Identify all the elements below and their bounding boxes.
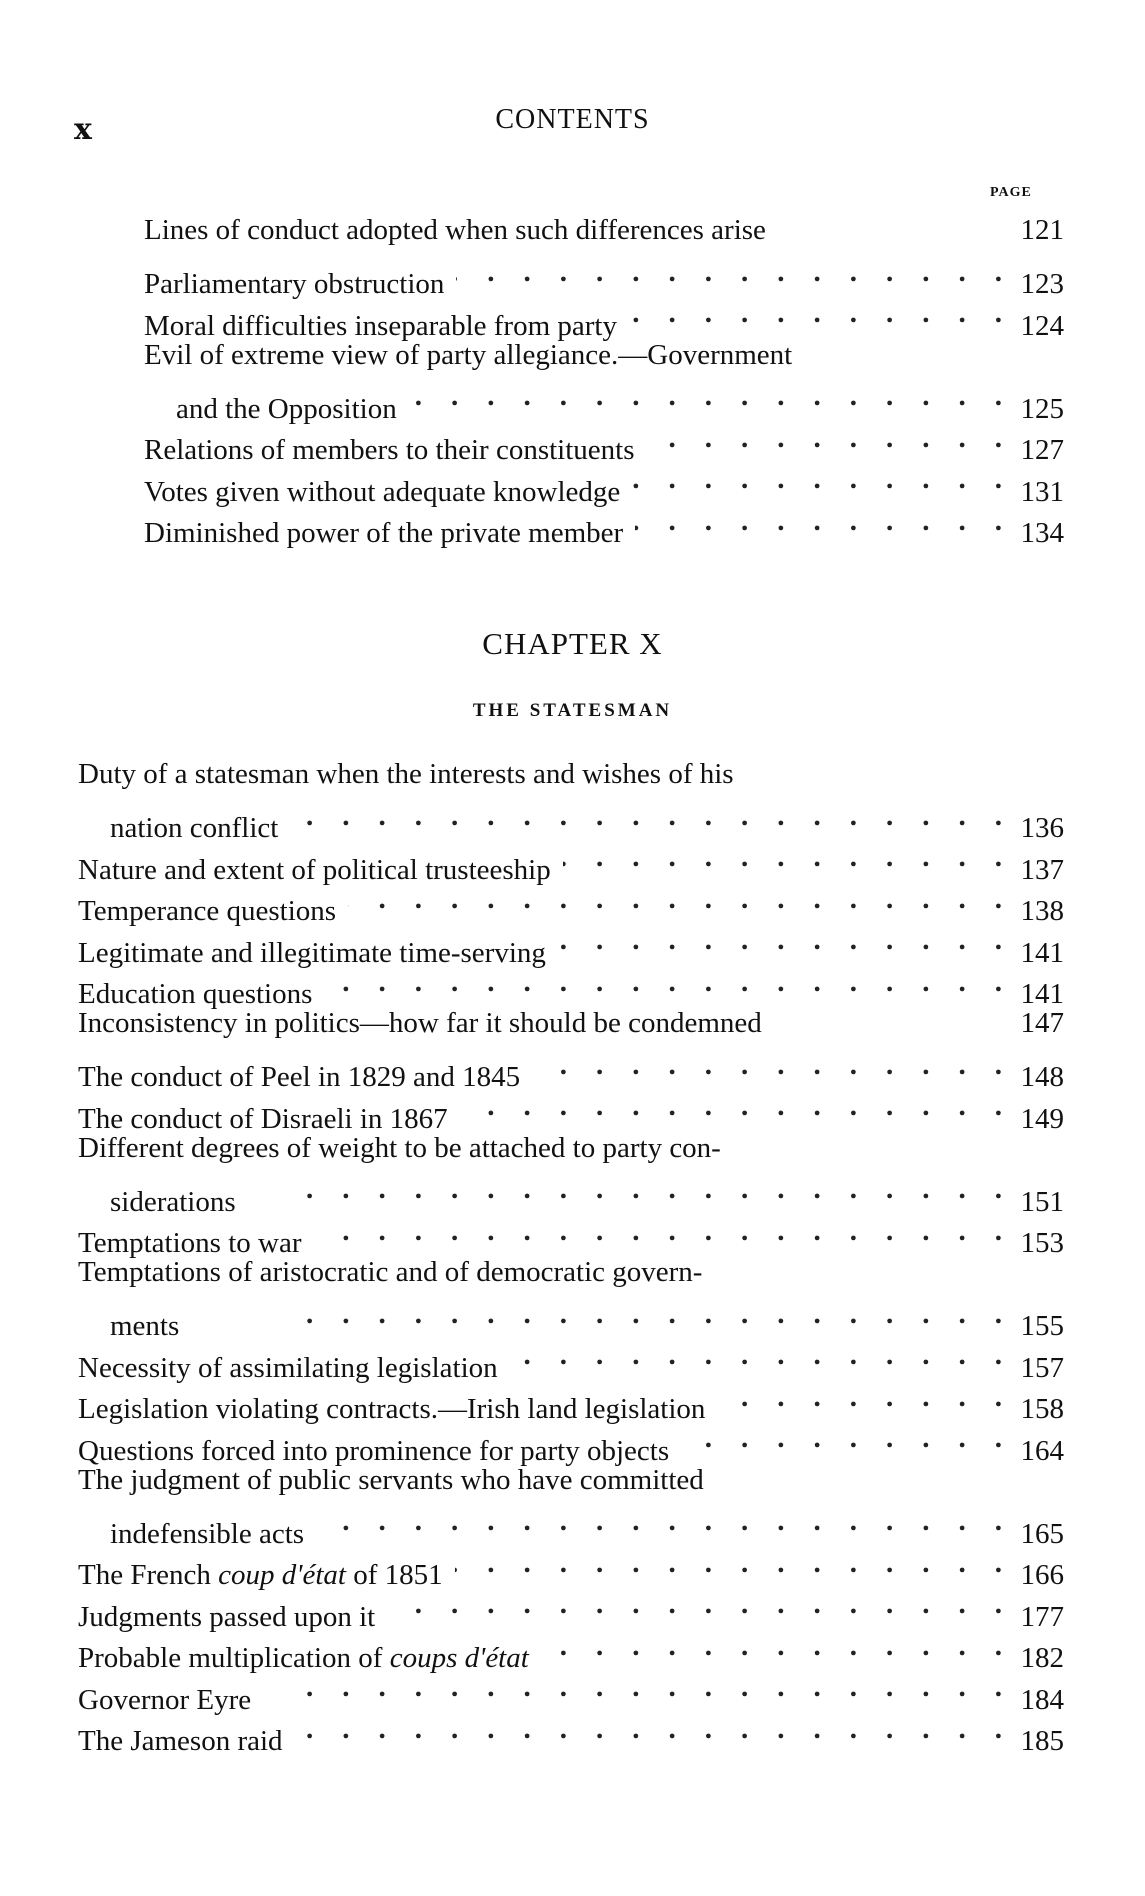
toc-entry-title: Parliamentary obstruction <box>144 268 445 300</box>
toc-entry-title: Diminished power of the private member <box>144 517 624 549</box>
toc-entry-title: and the Opposition <box>176 392 397 425</box>
toc-entry <box>78 1211 1064 1259</box>
dot-leader <box>629 293 1002 335</box>
toc-entry-title: siderations <box>110 1185 236 1218</box>
toc-entry-title: Lines of conduct adopted when such differences arise <box>144 214 766 246</box>
toc-entry-line <box>78 1211 1064 1259</box>
toc-entry <box>78 1626 1064 1674</box>
toc-entry-title: Probable multiplication of coups d'état <box>78 1642 529 1674</box>
toc-page-number: 157 <box>1020 1351 1064 1384</box>
toc-page-number: 184 <box>1020 1683 1064 1716</box>
toc-entry-title: Legitimate and illegitimate time-serving <box>78 936 546 969</box>
toc-page-number: 165 <box>1020 1517 1064 1550</box>
chapter-subtitle: THE STATESMAN <box>472 700 673 721</box>
toc-page-number: 121 <box>1020 214 1064 246</box>
toc-page-number: 164 <box>1020 1434 1064 1467</box>
dot-leader <box>263 1667 1002 1709</box>
toc-page-number: 141 <box>1020 936 1064 969</box>
toc-page-number: 141 <box>1020 978 1064 1010</box>
dot-leader <box>635 501 1002 543</box>
toc-entry-line <box>144 501 1064 549</box>
dot-leader <box>324 962 1002 1004</box>
toc-page-number: 148 <box>1020 1061 1064 1093</box>
toc-entry-line <box>78 1086 1064 1135</box>
dot-leader <box>558 920 1002 962</box>
toc-entry-title: Temperance questions <box>78 895 337 927</box>
toc-entry-continuation-line <box>144 376 1064 425</box>
toc-entry-title: Governor Eyre <box>78 1683 252 1716</box>
toc-entry-line <box>78 1626 1064 1674</box>
dot-leader <box>460 1086 1002 1128</box>
toc-page-number: 136 <box>1020 812 1064 844</box>
toc-entry <box>78 1709 1064 1757</box>
toc-entry-line <box>78 1418 1064 1467</box>
toc-entry <box>78 1584 1064 1633</box>
dot-leader <box>681 1418 1002 1460</box>
toc-entry-line <box>78 962 1064 1010</box>
toc-entry-title: Inconsistency in politics—how far it should be condemned <box>78 1007 762 1039</box>
dot-leader <box>409 376 1002 418</box>
toc-page-number: 131 <box>1020 475 1064 508</box>
toc-entry-line <box>144 459 1064 508</box>
toc-entry-title: The conduct of Peel in 1829 and 1845 <box>78 1061 521 1093</box>
dot-leader <box>647 418 1003 460</box>
toc-entry-continuation-line <box>78 1501 1064 1550</box>
dot-leader <box>313 1211 1002 1253</box>
toc-entry <box>78 1377 1064 1425</box>
toc-entry-title: Evil of extreme view of party allegiance.—Government <box>144 338 793 371</box>
toc-entry <box>144 459 1064 508</box>
toc-page-number: 151 <box>1020 1185 1064 1218</box>
toc-page-number: 149 <box>1020 1102 1064 1135</box>
running-head: CONTENTS <box>495 104 650 135</box>
toc-section-chapter-x <box>78 754 1064 1757</box>
toc-entry-line <box>78 1128 1064 1170</box>
toc-page-number: 153 <box>1020 1227 1064 1259</box>
toc-entry-continuation-line <box>78 1294 1064 1342</box>
toc-entry-line <box>78 1709 1064 1757</box>
toc-entry <box>78 1335 1064 1384</box>
toc-entry-line <box>78 1377 1064 1425</box>
dot-leader <box>455 1543 1002 1585</box>
dot-leader <box>191 1294 1002 1336</box>
dot-leader <box>717 1377 1002 1419</box>
toc-entry-line <box>78 1543 1064 1591</box>
toc-entry-line <box>78 1584 1064 1633</box>
toc-entry <box>78 1086 1064 1135</box>
dot-leader <box>532 1045 1002 1087</box>
toc-entry-line <box>144 252 1064 300</box>
dot-leader <box>563 837 1002 879</box>
toc-entry-title: Questions forced into prominence for party objects <box>78 1434 670 1467</box>
toc-entry <box>144 210 1064 252</box>
toc-entry-title: The conduct of Disraeli in 1867 <box>78 1102 448 1135</box>
toc-entry-line <box>78 1667 1064 1716</box>
toc-entry-title: The French coup d'état of 1851 <box>78 1559 443 1591</box>
toc-page-number: 123 <box>1020 268 1064 300</box>
toc-entry-line <box>78 754 1064 796</box>
toc-entry-line <box>78 1045 1064 1093</box>
toc-section-previous-chapter <box>144 210 1064 549</box>
toc-page-number: 124 <box>1020 309 1064 342</box>
page-column-label: PAGE <box>990 185 1032 200</box>
chapter-title: CHAPTER X <box>482 626 663 661</box>
dot-leader <box>290 796 1002 838</box>
toc-entry <box>78 879 1064 927</box>
toc-entry <box>78 837 1064 886</box>
toc-entry-line <box>144 210 1064 252</box>
toc-entry-line <box>78 1003 1064 1045</box>
toc-entry-line <box>78 879 1064 927</box>
toc-entry <box>78 1460 1064 1550</box>
toc-entry <box>78 1128 1064 1218</box>
toc-entry-title: Moral difficulties inseparable from party <box>144 309 617 342</box>
toc-page-number: 158 <box>1020 1393 1064 1425</box>
toc-entry-title: Temptations of aristocratic and of democratic govern- <box>78 1256 703 1288</box>
toc-entry-line <box>78 1252 1064 1294</box>
dot-leader <box>456 252 1002 294</box>
toc-entry-line <box>144 418 1064 466</box>
dot-leader <box>348 879 1002 921</box>
toc-entry <box>78 920 1064 969</box>
page-folio: x <box>74 112 92 147</box>
toc-entry-line <box>78 1335 1064 1384</box>
dot-leader <box>248 1169 1002 1211</box>
dot-leader <box>316 1501 1002 1543</box>
toc-entry-line <box>78 920 1064 969</box>
toc-entry <box>144 418 1064 466</box>
toc-entry-title: Necessity of assimilating legislation <box>78 1351 498 1384</box>
toc-entry-line <box>78 1460 1064 1502</box>
toc-page-number: 127 <box>1020 434 1064 466</box>
toc-entry-title: Votes given without adequate knowledge <box>144 475 621 508</box>
toc-page-number: 166 <box>1020 1559 1064 1591</box>
dot-leader <box>632 459 1002 501</box>
toc-entry <box>78 1418 1064 1467</box>
toc-entry <box>144 335 1064 425</box>
dot-leader <box>295 1709 1002 1751</box>
toc-entry-title: Legislation violating contracts.—Irish land legislation <box>78 1393 706 1425</box>
toc-entry-continuation-line <box>78 796 1064 844</box>
toc-page-number: 182 <box>1020 1642 1064 1674</box>
toc-entry-title: Different degrees of weight to be attached to party con- <box>78 1131 721 1164</box>
toc-entry <box>144 501 1064 549</box>
dot-leader <box>541 1626 1002 1668</box>
toc-entry-title: indefensible acts <box>110 1517 305 1550</box>
toc-entry-line <box>144 293 1064 342</box>
toc-page-number: 185 <box>1020 1725 1064 1757</box>
toc-entry <box>78 1045 1064 1093</box>
toc-page-number: 134 <box>1020 517 1064 549</box>
toc-entry <box>78 1252 1064 1342</box>
dot-leader <box>387 1584 1002 1626</box>
toc-entry-title: Relations of members to their constituents <box>144 434 635 466</box>
toc-entry-title: nation conflict <box>110 812 279 844</box>
toc-entry-title: Judgments passed upon it <box>78 1600 376 1633</box>
toc-page-number: 125 <box>1020 392 1064 425</box>
toc-page-number: 147 <box>1020 1007 1064 1039</box>
toc-entry-line <box>144 335 1064 377</box>
toc-entry <box>78 754 1064 844</box>
toc-entry <box>78 1543 1064 1591</box>
toc-entry-title: The judgment of public servants who have committed <box>78 1463 704 1496</box>
toc-page-number: 138 <box>1020 895 1064 927</box>
toc-entry-title: Temptations to war <box>78 1227 302 1259</box>
dot-leader <box>510 1335 1002 1377</box>
toc-entry-title: ments <box>110 1310 180 1342</box>
toc-entry-title: The Jameson raid <box>78 1725 283 1757</box>
toc-page-number: 137 <box>1020 853 1064 886</box>
toc-entry <box>144 252 1064 300</box>
toc-entry <box>78 1003 1064 1045</box>
toc-entry-title: Nature and extent of political trusteeship <box>78 853 551 886</box>
toc-entry-title: Education questions <box>78 978 313 1010</box>
toc-entry <box>78 1667 1064 1716</box>
toc-entry-title: Duty of a statesman when the interests and wishes of his <box>78 758 734 790</box>
toc-page-number: 155 <box>1020 1310 1064 1342</box>
toc-entry-line <box>78 837 1064 886</box>
toc-entry <box>78 962 1064 1010</box>
toc-entry-continuation-line <box>78 1169 1064 1218</box>
toc-page-number: 177 <box>1020 1600 1064 1633</box>
toc-entry <box>144 293 1064 342</box>
